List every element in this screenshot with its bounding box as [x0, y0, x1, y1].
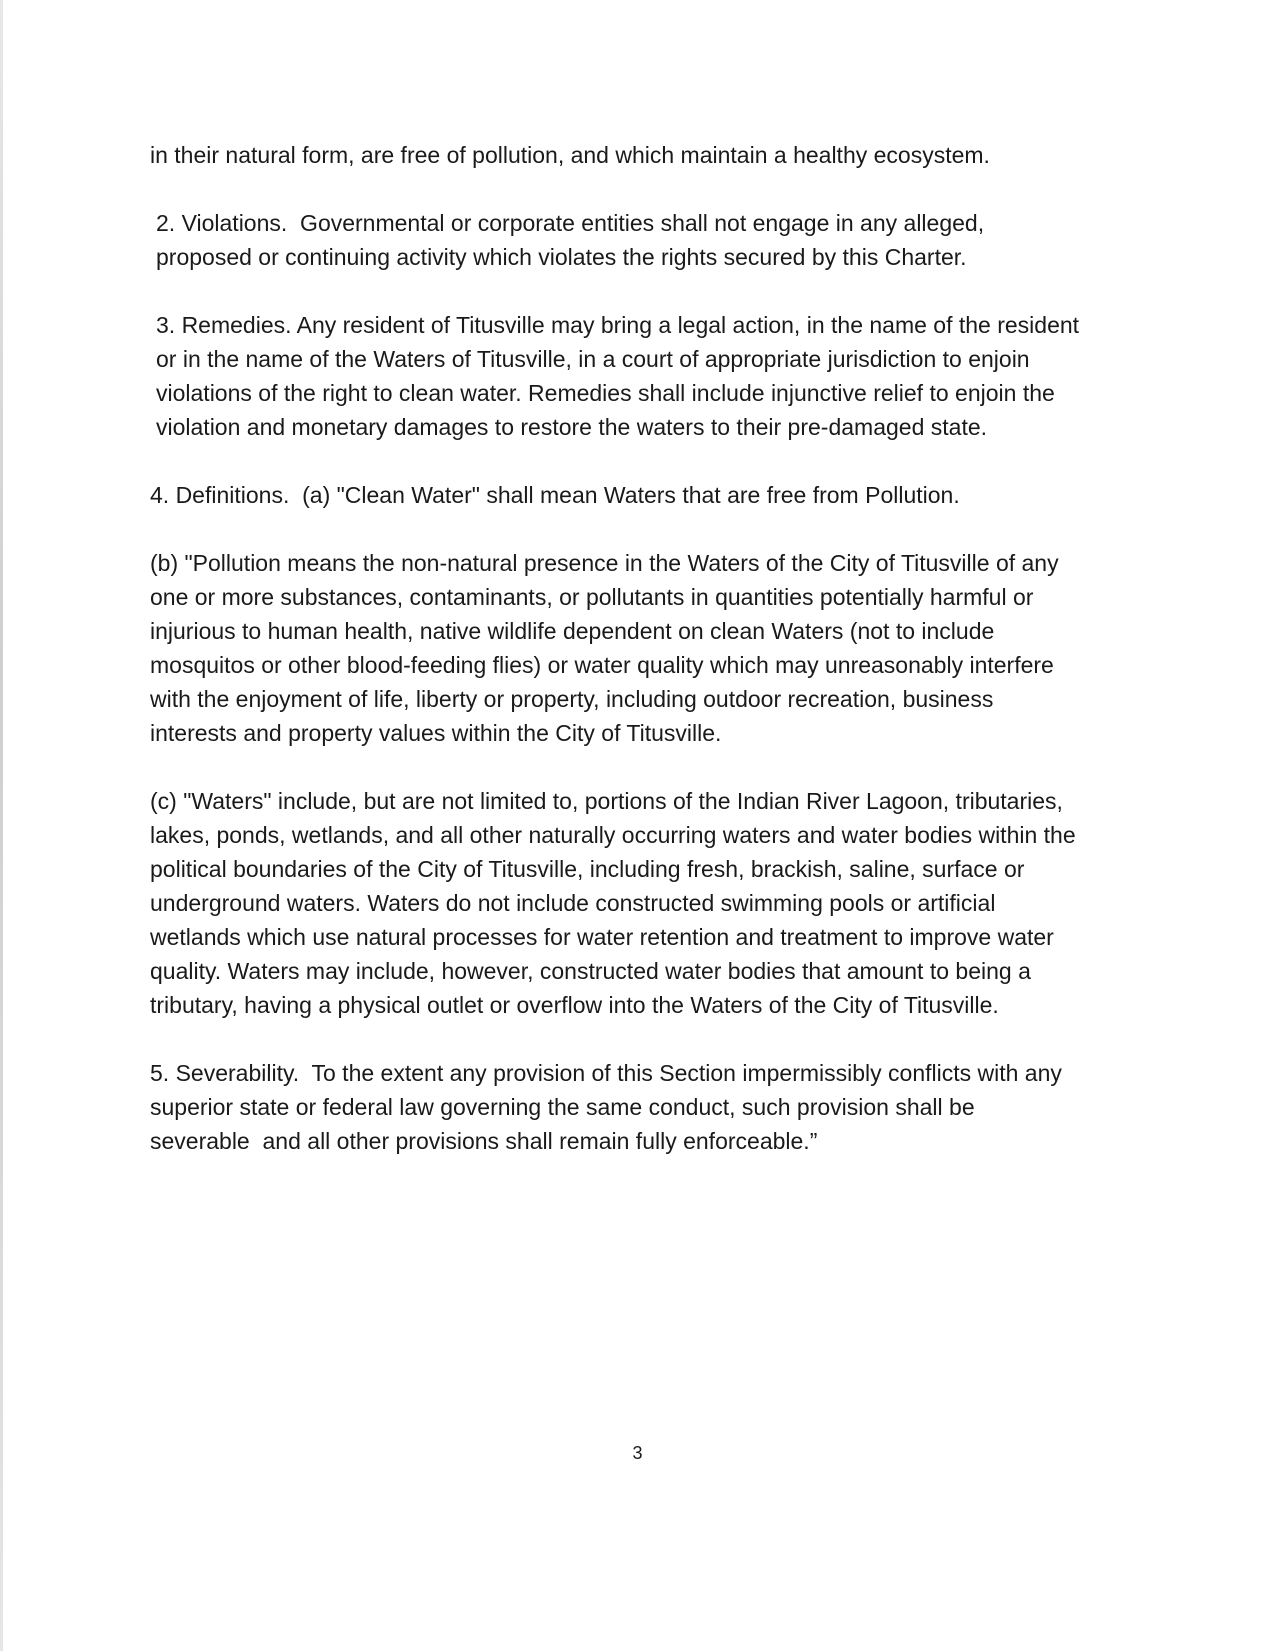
- paragraph-violations: 2. Violations. Governmental or corporate entities shall not engage in any alleged, proposed or continuing activity which violates the rights secured by this Charter.: [156, 210, 991, 270]
- scan-edge: [0, 0, 3, 1651]
- paragraph-definitions-b: (b) "Pollution means the non-natural presence in the Waters of the City of Titusville of any one or more substances, contaminants, or pollutants in quantities potentially harmful or injurious to human health, native wildlife dependent on clean Waters (not to include mosquitos or other blood-feeding flies) or water quality which may unreasonably interfere with the enjoyment of life, liberty or property, including outdoor recreation, business interests and property values within the City of Titusville.: [150, 550, 1065, 746]
- paragraph-severability: 5. Severability. To the extent any provision of this Section impermissibly conflicts with any superior state or federal law governing the same conduct, such provision shall be severable and all other provisions shall remain fully enforceable.”: [150, 1060, 1069, 1154]
- paragraph-definitions-c: (c) "Waters" include, but are not limited to, portions of the Indian River Lagoon, tributaries, lakes, ponds, wetlands, and all other naturally occurring waters and water bodies within the political boundaries of the City of Titusville, including fresh, brackish, saline, surface or underground waters. Waters do not include constructed swimming pools or artificial wetlands which use natural processes for water retention and treatment to improve water quality. Waters may include, however, constructed water bodies that amount to being a tributary, having a physical outlet or overflow into the Waters of the City of Titusville.: [150, 788, 1083, 1018]
- paragraph-natural-form: in their natural form, are free of pollution, and which maintain a healthy ecosystem.: [150, 142, 990, 168]
- paragraph-remedies: 3. Remedies. Any resident of Titusville may bring a legal action, in the name of the resident or in the name of the Waters of Titusville, in a court of appropriate jurisdiction to enjoin violations of the right to clean water. Remedies shall include injunctive relief to enjoin the violation and monetary damages to restore the waters to their pre-damaged state.: [156, 312, 1086, 440]
- document-body: [150, 138, 1086, 1192]
- paragraph-definitions-a: 4. Definitions. (a) "Clean Water" shall mean Waters that are free from Pollution.: [150, 482, 960, 508]
- page-number: 3: [632, 1443, 643, 1463]
